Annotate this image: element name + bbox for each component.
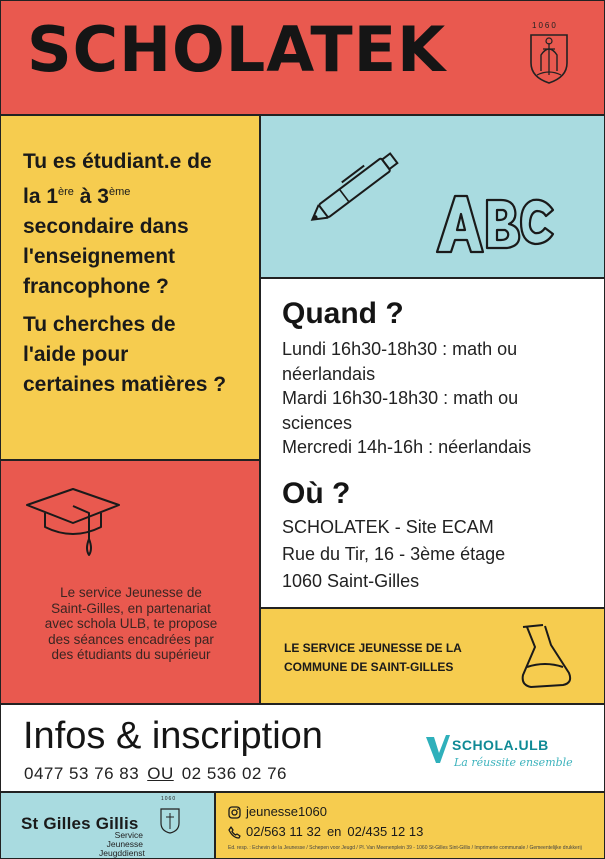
- schedule-line: Mardi 16h30-18h30 : math ou: [282, 388, 519, 408]
- address-line: SCHOLATEK - Site ECAM: [282, 517, 494, 537]
- crest-number-small: 1060: [161, 796, 177, 802]
- abc-doodle-icon: [433, 186, 558, 266]
- schola-v-icon: [425, 733, 451, 765]
- phone-numbers: [24, 764, 287, 784]
- commune-name: St Gilles Gillis: [21, 814, 139, 833]
- question-panel: [0, 115, 260, 460]
- question-line: francophone ?: [23, 275, 169, 298]
- commune-service-line: Service Jeunesse: [106, 830, 143, 849]
- schedule-list: [282, 337, 602, 460]
- service-title: [284, 639, 462, 677]
- service-title-panel: [260, 608, 605, 704]
- pen-icon: [297, 136, 417, 236]
- phone-joiner: en: [326, 824, 342, 839]
- schola-tagline: La réussite ensemble: [454, 756, 573, 769]
- crest-number: 1060: [532, 21, 558, 30]
- crest-icon: [159, 805, 181, 835]
- question-line: l'enseignement: [23, 245, 176, 268]
- header: [0, 0, 605, 115]
- schedule-panel: [260, 278, 605, 608]
- question-line: certaines matières ?: [23, 373, 227, 396]
- commune-service-line: Jeugddienst: [99, 848, 145, 858]
- question-line: Tu cherches de: [23, 313, 176, 336]
- service-line: des étudiants du supérieur: [51, 647, 211, 662]
- flask-icon: [517, 623, 577, 693]
- instagram-icon: [228, 806, 241, 819]
- phone-icon: [228, 826, 241, 839]
- schedule-line: Mercredi 14h-16h : néerlandais: [282, 437, 532, 457]
- question-line: l'aide pour: [23, 343, 129, 366]
- infos-panel: [0, 704, 605, 792]
- service-title-line: COMMUNE DE SAINT-GILLES: [284, 660, 454, 674]
- question-text: [23, 147, 255, 400]
- question-line: Tu es étudiant.e de: [23, 150, 212, 173]
- location-heading: Où ?: [282, 477, 351, 510]
- service-panel: [0, 460, 260, 704]
- phone-separator: OU: [147, 764, 174, 783]
- footer-logo-panel: [0, 792, 215, 859]
- phone-number: 02 536 02 76: [181, 764, 287, 783]
- infos-title: Infos & inscription: [23, 715, 323, 757]
- service-line: avec schola ULB, te propose: [44, 616, 218, 631]
- phone-number[interactable]: 02/435 12 13: [347, 824, 424, 839]
- instagram-handle[interactable]: jeunesse1060: [246, 804, 327, 819]
- service-line: des séances encadrées par: [48, 631, 214, 647]
- service-line: Saint-Gilles, en partenariat: [51, 600, 211, 616]
- commune-service: [99, 831, 143, 858]
- graduation-cap-icon: [23, 483, 123, 561]
- schedule-line: sciences: [282, 412, 353, 433]
- schola-name: SCHOLA.ULB: [452, 737, 549, 753]
- schedule-heading: Quand ?: [282, 297, 404, 330]
- service-title-line: LE SERVICE JEUNESSE DE LA: [284, 641, 462, 655]
- question-line: secondaire dans: [23, 215, 189, 238]
- location-address: [282, 514, 505, 595]
- illustration-panel: [260, 115, 605, 278]
- legal-notice: Ed. resp. : Echevin de la Jeunesse / Schepen voor Jeugd / Pl. Van Meenenplein 39 - 1060 St-Gilles Sint-Gillis / Imprimerie communale / Gemeentelijke drukkerij: [228, 845, 582, 851]
- phone-number: 0477 53 76 83: [24, 764, 140, 783]
- footer-contact-panel: [215, 792, 605, 859]
- crest-icon: [527, 25, 571, 87]
- service-line: Le service Jeunesse de: [60, 585, 202, 600]
- question-line-grade: la 1ère à 3ème: [23, 185, 131, 208]
- schedule-line: Lundi 16h30-18h30 : math ou: [282, 339, 518, 359]
- service-description: [9, 585, 253, 663]
- schedule-line: néerlandais: [282, 363, 376, 384]
- poster-title: SCHOLATEK: [27, 13, 447, 86]
- instagram-handle-row: [228, 804, 327, 819]
- address-line: 1060 Saint-Gilles: [282, 571, 420, 591]
- phone-number[interactable]: 02/563 11 32: [246, 824, 321, 839]
- address-line: Rue du Tir, 16 - 3ème étage: [282, 544, 506, 564]
- footer-phone-row: [228, 824, 423, 839]
